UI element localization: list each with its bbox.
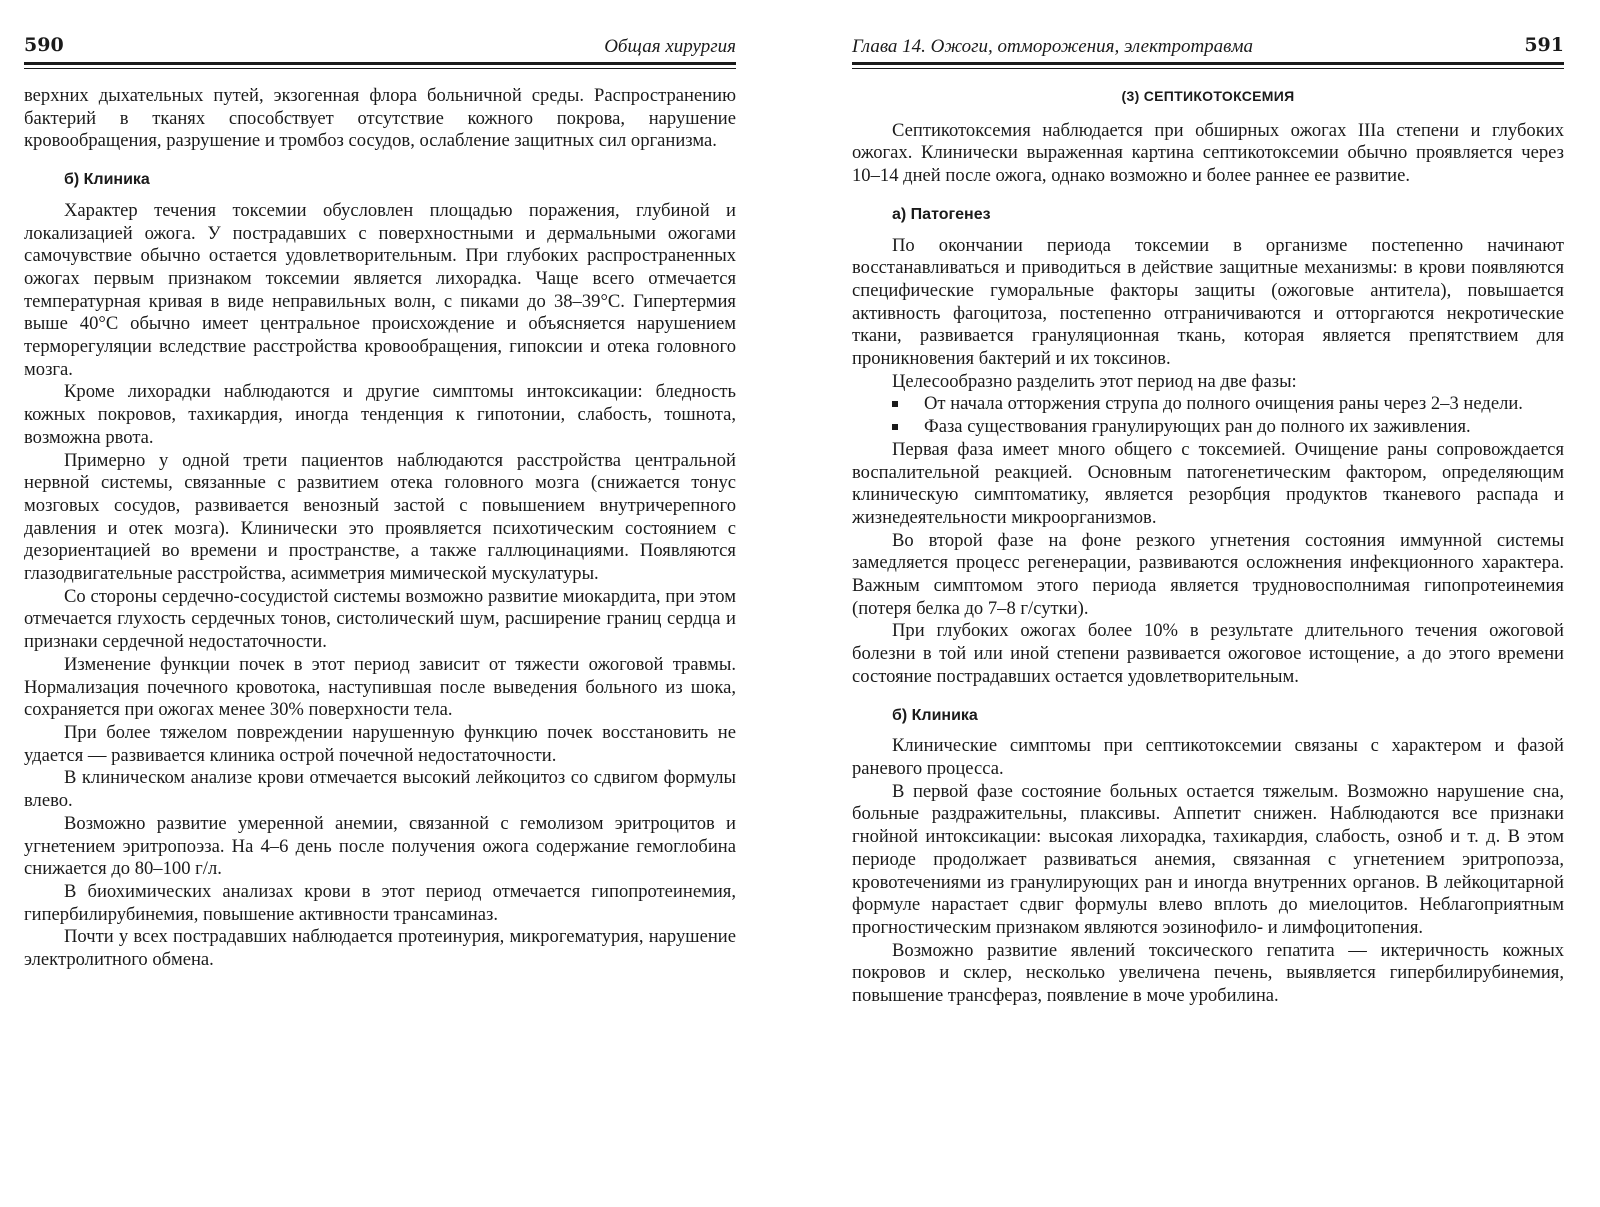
subheading-clinic: б) Клиника xyxy=(64,171,150,189)
list-item: Фаза существования гранулирующих ран до полного их заживления. xyxy=(852,416,1564,439)
paragraph: Септикотоксемия наблюдается при обширных ожогах IIIа степени и глубоких ожогах. Клинически выраженная картина септикотоксемии обычно проявляется через 10–14 дней после ожога, однако возможно и более раннее ее развитие. xyxy=(852,119,1564,187)
paragraph: Изменение функции почек в этот период зависит от тяжести ожоговой травмы. Нормализация почечного кровотока, наступившая после выведения больного из шока, сохраняется при ожогах менее 30% поверхности тела. xyxy=(24,653,736,721)
paragraph: По окончании периода токсемии в организме постепенно начинают восстанавливаться и приводиться в действие защитные механизмы: в крови появляются специфические гуморальные факторы защиты (ожоговые антитела), повышается активность фагоцитоза, постепенно отграничиваются и отторгаются некротические ткани, развивается грануляционная ткань, которая является препятствием для проникновения бактерий и их токсинов. xyxy=(852,234,1564,370)
subheading-pathogenesis: а) Патогенез xyxy=(892,205,991,223)
paragraph: Целесообразно разделить этот период на две фазы: xyxy=(892,370,1297,392)
running-title: Глава 14. Ожоги, отморожения, электротравма xyxy=(852,36,1254,57)
paragraph: Характер течения токсемии обусловлен площадью поражения, глубиной и локализацией ожога. У пострадавших с поверхностными и дермальными ожогами самочувствие обычно остается удовлетворительным. При глубоких распространенных ожогах первым признаком токсемии является лихорадка. Чаще всего отмечается температурная кривая в виде неправильных волн, с пиками до 38–39°С. Гипертермия выше 40°С обычно имеет центральное происхождение и объясняется нарушением терморегуляции вследствие расстройства кровообращения, гипоксии и отека головного мозга. xyxy=(24,199,736,380)
paragraph: верхних дыхательных путей, экзогенная флора больничной среды. Распространению бактерий в тканях способствует отсутствие кожного покрова, нарушение кровообращения, разрушение и тромбоз сосудов, ослабление защитных сил организма. xyxy=(24,85,736,152)
right-page-header xyxy=(852,28,1564,65)
paragraph: При глубоких ожогах более 10% в результате длительного течения ожоговой болезни в той или иной степени развивается ожоговое истощение, а до этого времени состояние пострадавших остается удовлетворительным. xyxy=(852,620,1564,687)
subheading-clinic: б) Клиника xyxy=(892,706,978,724)
page-number: 590 xyxy=(24,34,64,56)
list-item: От начала отторжения струпа до полного очищения раны через 2–3 недели. xyxy=(852,393,1564,416)
section-title: (3) СЕПТИКОТОКСЕМИЯ xyxy=(1121,88,1295,104)
paragraph: Возможно развитие явлений токсического гепатита — иктеричность кожных покровов и склер, несколько увеличена печень, выявляется гипербилирубинемия, повышение трансфераз, появление в моче уробилина. xyxy=(852,939,1564,1007)
left-page-body xyxy=(24,85,736,972)
paragraph: Со стороны сердечно-сосудистой системы возможно развитие миокардита, при этом отмечается глухость сердечных тонов, систолический шум, расширение границ сердца и признаки сердечной недостаточности. xyxy=(24,585,736,653)
page-number: 591 xyxy=(1524,34,1564,56)
paragraph: При более тяжелом повреждении нарушенную функцию почек восстановить не удается — развивается клиника острой почечной недостаточности. xyxy=(24,721,736,766)
paragraph: Возможно развитие умеренной анемии, связанной с гемолизом эритроцитов и угнетением эритропоэза. На 4–6 день после получения ожога содержание гемоглобина снижается до 80–100 г/л. xyxy=(24,812,736,880)
paragraph: В биохимических анализах крови в этот период отмечается гипопротеинемия, гипербилирубинемия, повышение активности трансаминаз. xyxy=(24,880,736,925)
paragraph: В клиническом анализе крови отмечается высокий лейкоцитоз со сдвигом формулы влево. xyxy=(24,767,736,812)
paragraph: В первой фазе состояние больных остается тяжелым. Возможно нарушение сна, больные раздражительны, плаксивы. Аппетит снижен. Наблюдаются все признаки гнойной интоксикации: высокая лихорадка, тахикардия, слабость, озноб и т. д. В этом периоде продолжает развиваться анемия, связанная с угнетением эритропоэза, кровотечениями из гранулирующих ран и иногда внутренних органов. В лейкоцитарной формуле нарастает сдвиг формулы влево вплоть до миелоцитов. Неблагоприятным прогностическим признаком являются эозинофило- и лимфоцитопения. xyxy=(852,780,1564,938)
paragraph: Кроме лихорадки наблюдаются и другие симптомы интоксикации: бледность кожных покровов, тахикардия, иногда тенденция к гипотонии, слабость, тошнота, возможна рвота. xyxy=(24,381,736,448)
phase-list xyxy=(852,393,1564,438)
right-page xyxy=(852,28,1564,1008)
paragraph: Почти у всех пострадавших наблюдается протеинурия, микрогематурия, нарушение электролитного обмена. xyxy=(24,926,736,971)
right-page-body xyxy=(852,85,1564,1008)
paragraph: Во второй фазе на фоне резкого угнетения состояния иммунной системы замедляется процесс регенерации, развиваются осложнения инфекционного характера. Важным симптомом этого периода является трудновосполнимая гипопротеинемия (потеря белка до 7–8 г/сутки). xyxy=(852,529,1564,619)
running-title: Общая хирургия xyxy=(604,36,736,57)
left-page-header xyxy=(24,28,736,65)
paragraph: Клинические симптомы при септикотоксемии связаны с характером и фазой раневого процесса. xyxy=(852,735,1564,779)
left-page xyxy=(24,28,736,972)
paragraph: Первая фаза имеет много общего с токсемией. Очищение раны сопровождается воспалительной реакцией. Основным патогенетическим фактором, определяющим клиническую симптоматику, является резорбция продуктов тканевого распада и жизнедеятельности микроорганизмов. xyxy=(852,438,1564,528)
paragraph: Примерно у одной трети пациентов наблюдаются расстройства центральной нервной системы, связанные с развитием отека головного мозга (снижается тонус мозговых сосудов, развивается венозный застой с повышением внутричерепного давления и отек мозга). Клинически это проявляется психотическим состоянием с дезориентацией во времени и пространстве, а также галлюцинациями. Появляются глазодвигательные расстройства, асимметрия мимической мускулатуры. xyxy=(24,449,736,585)
